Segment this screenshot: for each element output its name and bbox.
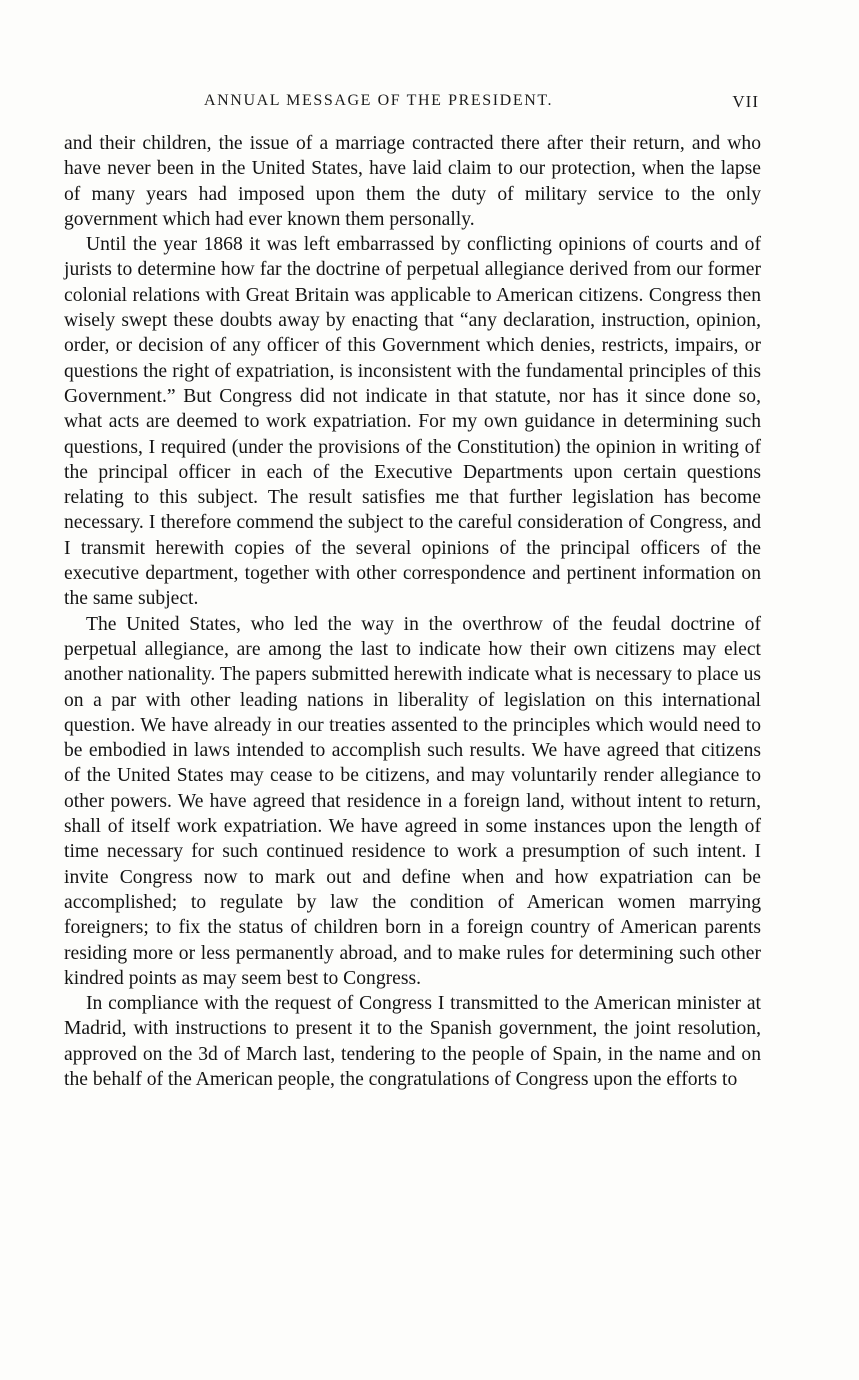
body-text	[64, 131, 761, 1092]
paragraph-2: Until the year 1868 it was left embarrassed by conflicting opinions of courts and of jurists to determine how far the doctrine of perpetual allegiance derived from our former colonial relations with Great Britain was applicable to American citizens. Congress then wisely swept these doubts away by enacting that “any declaration, instruction, opinion, order, or decision of any officer of this Government which denies, restricts, impairs, or questions the right of expatriation, is inconsistent with the fundamental principles of this Government.” But Congress did not indicate in that statute, nor has it since done so, what acts are deemed to work expatriation. For my own guidance in determining such questions, I required (under the provisions of the Constitution) the opinion in writing of the principal officer in each of the Executive Departments upon certain questions relating to this subject. The result satisfies me that further legislation has become necessary. I therefore commend the subject to the careful consideration of Congress, and I transmit herewith copies of the several opinions of the principal officers of the executive department, together with other correspondence and pertinent information on the same subject.	[64, 234, 761, 610]
running-head: ANNUAL MESSAGE OF THE PRESIDENT.	[204, 92, 554, 109]
paragraph-3: The United States, who led the way in the overthrow of the feudal doctrine of perpetual allegiance, are among the last to indicate how their own citizens may elect another nationality. The papers submitted herewith indicate what is necessary to place us on a par with other leading nations in liberality of legislation on this international question. We have already in our treaties assented to the principles which would need to be embodied in laws intended to accomplish such results. We have agreed that citizens of the United States may cease to be citizens, and may voluntarily render allegiance to other powers. We have agreed that residence in a foreign land, without intent to return, shall of itself work expatriation. We have agreed in some instances upon the length of time necessary for such continued residence to work a presumption of such intent. I invite Congress now to mark out and define when and how expatriation can be accomplished; to regulate by law the condition of American women marrying foreigners; to fix the status of children born in a foreign country of American parents residing more or less permanently abroad, and to make rules for determining such other kindred points as may seem best to Congress.	[64, 613, 761, 989]
paragraph-4: In compliance with the request of Congress I transmitted to the American minister at Madrid, with instructions to present it to the Spanish government, the joint resolution, approved on the 3d of March last, tendering to the people of Spain, in the name and on the behalf of the American people, the congratulations of Congress upon the efforts to	[64, 993, 761, 1090]
page-number: VII	[732, 92, 759, 111]
page-header	[64, 92, 761, 114]
paragraph-1: and their children, the issue of a marriage contracted there after their return, and who have never been in the United States, have laid claim to our protection, when the lapse of many years had imposed upon them the duty of military service to the only government which had ever known them personally.	[64, 133, 761, 230]
